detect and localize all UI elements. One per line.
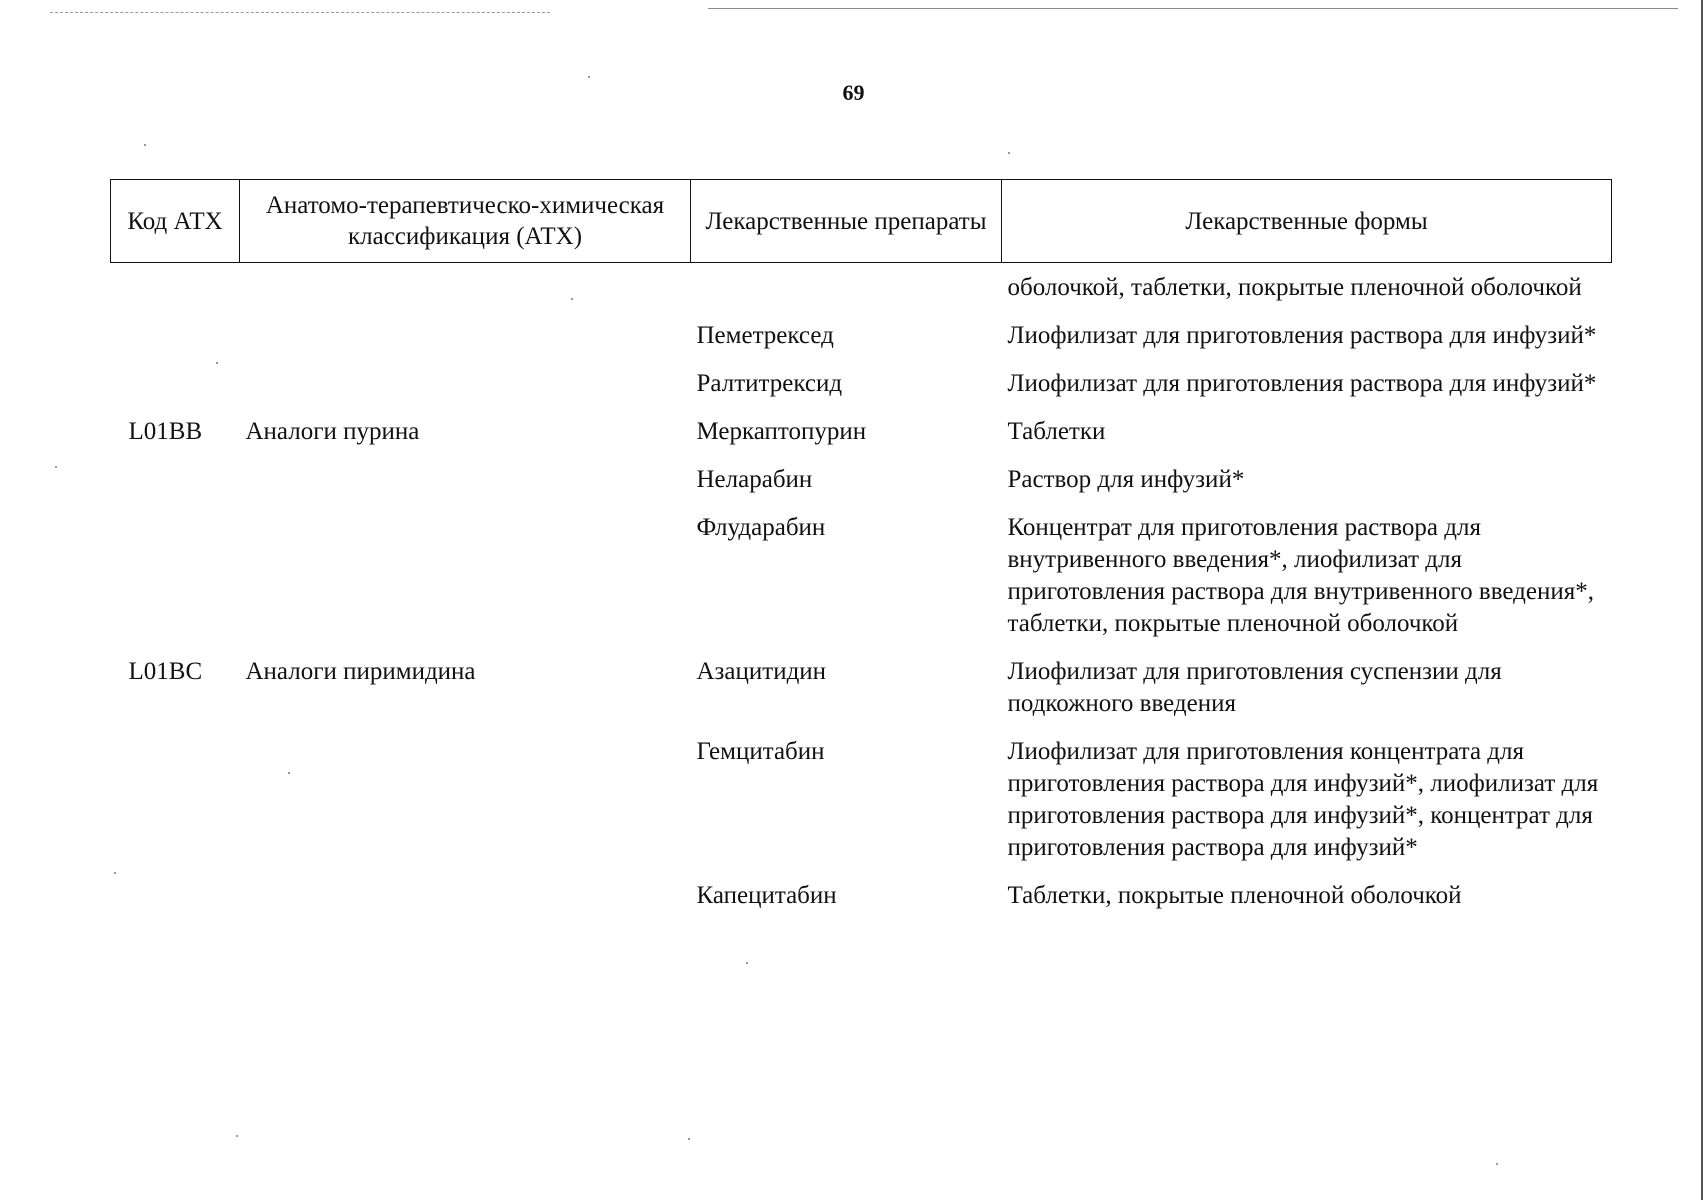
atc-code-cell xyxy=(111,503,240,647)
classification-cell xyxy=(240,311,691,359)
classification-cell: Аналоги пиримидина xyxy=(245,658,476,685)
table-header-row xyxy=(111,180,1612,263)
dosage-form-cell: Лиофилизат для приготовления раствора для инфузий* xyxy=(1007,370,1597,397)
table-row xyxy=(111,647,1612,727)
table-row xyxy=(111,263,1612,312)
drug-name-cell: Флударабин xyxy=(696,514,826,541)
scan-page-edge xyxy=(1701,0,1703,1200)
drug-name-cell: Пеметрексед xyxy=(696,322,834,349)
drug-name-cell: Неларабин xyxy=(696,466,813,493)
scan-speck xyxy=(114,872,116,874)
classification-cell xyxy=(240,359,691,407)
table-row xyxy=(111,407,1612,455)
header-drugs: Лекарственные препараты xyxy=(691,180,1002,263)
scan-artifact-line xyxy=(708,8,1678,9)
drug-name-cell: Ралтитрексид xyxy=(696,370,843,397)
table-row xyxy=(111,727,1612,871)
atc-code-cell xyxy=(111,311,240,359)
scan-artifact-line xyxy=(50,12,550,13)
dosage-form-cell: Лиофилизат для приготовления концентрата для приготовления раствора для инфузий*, лиофилизат для приготовления раствора для инфузий*, концентрат для приготовления раствора для инфузий* xyxy=(1007,738,1599,861)
scan-speck xyxy=(571,298,573,300)
classification-cell: Аналоги пурина xyxy=(245,418,420,445)
atc-code-cell: L01BC xyxy=(128,658,203,685)
classification-cell xyxy=(240,503,691,647)
table-row xyxy=(111,503,1612,647)
classification-cell xyxy=(240,455,691,503)
drug-name-cell: Гемцитабин xyxy=(696,738,825,765)
scan-speck xyxy=(236,1135,238,1137)
drug-name-cell xyxy=(691,263,1002,312)
drug-name-cell: Капецитабин xyxy=(696,882,837,909)
scan-speck xyxy=(144,144,146,146)
dosage-form-cell: Лиофилизат для приготовления раствора для инфузий* xyxy=(1007,322,1597,349)
dosage-form-cell: Таблетки, покрытые пленочной оболочкой xyxy=(1007,882,1462,909)
atc-code-cell xyxy=(111,263,240,312)
scan-speck xyxy=(288,772,290,774)
atc-drug-table xyxy=(110,179,1612,919)
scan-speck xyxy=(1008,152,1010,154)
atc-code-cell xyxy=(111,871,240,919)
dosage-form-cell: оболочкой, таблетки, покрытые пленочной оболочкой xyxy=(1007,274,1582,301)
dosage-form-cell: Раствор для инфузий* xyxy=(1007,466,1245,493)
drug-name-cell: Меркаптопурин xyxy=(696,418,867,445)
atc-code-cell xyxy=(111,727,240,871)
table-row xyxy=(111,359,1612,407)
atc-code-cell xyxy=(111,455,240,503)
table-row xyxy=(111,455,1612,503)
scan-speck xyxy=(688,1138,690,1140)
header-atc-classification: Анатомо-терапевтическо-химическая классификация (АТХ) xyxy=(240,180,691,263)
dosage-form-cell: Таблетки xyxy=(1007,418,1106,445)
scan-speck xyxy=(746,962,748,964)
scan-speck xyxy=(55,466,57,468)
header-atc-code: Код АТХ xyxy=(111,180,240,263)
page-number: 69 xyxy=(842,80,865,105)
classification-cell xyxy=(240,871,691,919)
drug-name-cell: Азацитидин xyxy=(696,658,827,685)
scan-speck xyxy=(1496,1163,1498,1165)
header-dosage-forms: Лекарственные формы xyxy=(1002,180,1612,263)
classification-cell xyxy=(240,263,691,312)
atc-code-cell xyxy=(111,359,240,407)
dosage-form-cell: Лиофилизат для приготовления суспензии для подкожного введения xyxy=(1007,658,1502,717)
table-row xyxy=(111,311,1612,359)
classification-cell xyxy=(240,727,691,871)
table-row xyxy=(111,871,1612,919)
scan-speck xyxy=(216,362,218,364)
atc-code-cell: L01BB xyxy=(128,418,203,445)
scan-speck xyxy=(588,76,590,78)
dosage-form-cell: Концентрат для приготовления раствора для внутривенного введения*, лиофилизат для приготовления раствора для внутривенного введения*, таблетки, покрытые пленочной оболочкой xyxy=(1007,514,1594,637)
